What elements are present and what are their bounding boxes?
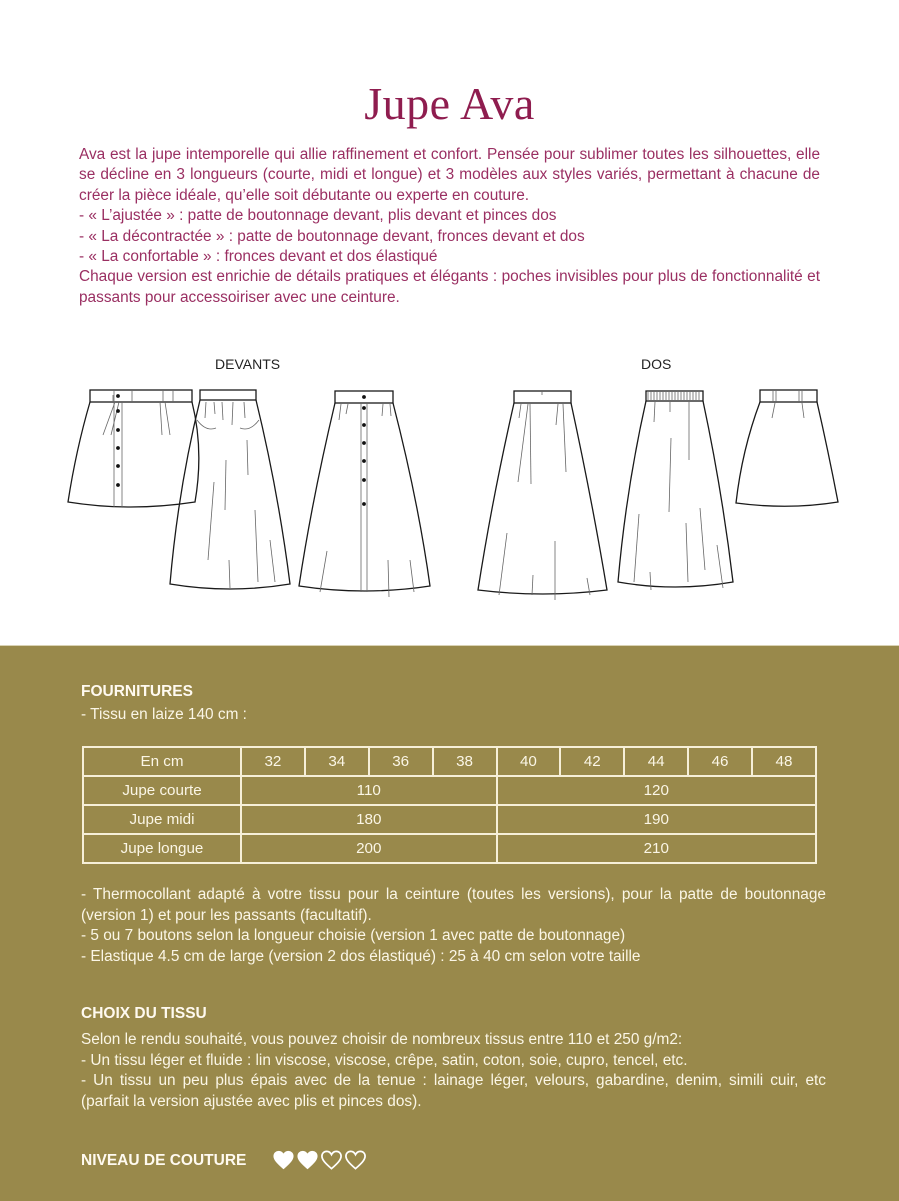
style-item: - « L’ajustée » : patte de boutonnage devant, plis devant et pinces dos bbox=[79, 207, 557, 225]
midi-skirt-front-drawing bbox=[170, 390, 290, 589]
short-skirt-front-drawing bbox=[68, 390, 199, 507]
quantity-cell-large-sizes: 210 bbox=[497, 834, 817, 863]
fabric-width-note: - Tissu en laize 140 cm : bbox=[81, 706, 247, 723]
supply-item: - 5 ou 7 boutons selon la longueur choisie (version 1 avec patte de boutonnage) bbox=[81, 927, 626, 944]
table-header-cell: En cm bbox=[83, 747, 241, 776]
table-header-row bbox=[83, 747, 816, 776]
quantity-cell-large-sizes: 120 bbox=[497, 776, 817, 805]
row-label: Jupe courte bbox=[83, 776, 241, 805]
fabric-quantity-table bbox=[82, 746, 817, 864]
supply-item: - Elastique 4.5 cm de large (version 2 dos élastiqué) : 25 à 40 cm selon votre taille bbox=[81, 947, 641, 965]
product-description bbox=[79, 145, 820, 308]
back-views-label: DOS bbox=[641, 356, 672, 372]
page-title: Jupe Ava bbox=[364, 78, 535, 129]
style-item: - « La décontractée » : patte de boutonnage devant, fronces devant et dos bbox=[79, 227, 585, 245]
quantity-cell-large-sizes: 190 bbox=[497, 805, 817, 834]
supply-item: - Thermocollant adapté à votre tissu pour la ceinture (toutes les versions), pour la patte de boutonnage (version 1) et pour les passants (facultatif). bbox=[81, 886, 826, 924]
description-paragraph: Ava est la jupe intemporelle qui allie raffinement et confort. Pensée pour sublimer toutes les silhouettes, elle se décline en 3 longueurs (courte, midi et longue) et 3 modèles aux styles variés, permettant à chacune de créer la pièce idéale, qu’elle soit débutante ou experte en couture. bbox=[79, 146, 820, 204]
table-row bbox=[83, 834, 816, 863]
description-paragraph: Chaque version est enrichie de détails pratiques et élégants : poches invisibles pour plus de fonctionnalité et passants pour accessoiriser avec une ceinture. bbox=[79, 268, 820, 306]
size-header-cell: 48 bbox=[752, 747, 816, 776]
size-header-cell: 36 bbox=[369, 747, 433, 776]
technical-drawings bbox=[0, 370, 899, 600]
long-skirt-back-drawing bbox=[478, 391, 607, 600]
quantity-cell-small-sizes: 200 bbox=[241, 834, 497, 863]
size-header-cell: 38 bbox=[433, 747, 497, 776]
midi-skirt-back-drawing bbox=[618, 391, 733, 590]
heart-outline-icon bbox=[344, 1149, 367, 1171]
size-header-cell: 40 bbox=[497, 747, 561, 776]
fabric-line: Selon le rendu souhaité, vous pouvez choisir de nombreux tissus entre 110 et 250 g/m2: bbox=[81, 1031, 683, 1048]
size-header-cell: 42 bbox=[560, 747, 624, 776]
fabric-choice-heading: CHOIX DU TISSU bbox=[81, 1005, 207, 1022]
size-header-cell: 46 bbox=[688, 747, 752, 776]
quantity-cell-small-sizes: 180 bbox=[241, 805, 497, 834]
size-header-cell: 44 bbox=[624, 747, 688, 776]
row-label: Jupe midi bbox=[83, 805, 241, 834]
long-skirt-front-drawing bbox=[299, 391, 430, 597]
fournitures-heading: FOURNITURES bbox=[81, 683, 193, 700]
front-views-label: DEVANTS bbox=[215, 356, 281, 372]
table-row bbox=[83, 776, 816, 805]
size-header-cell: 34 bbox=[305, 747, 369, 776]
size-header-cell: 32 bbox=[241, 747, 305, 776]
row-label: Jupe longue bbox=[83, 834, 241, 863]
fabric-choice-text bbox=[81, 1030, 826, 1112]
fabric-line: - Un tissu léger et fluide : lin viscose, viscose, crêpe, satin, coton, soie, cupro, tencel, etc. bbox=[81, 1051, 688, 1069]
difficulty-heading: NIVEAU DE COUTURE bbox=[81, 1152, 247, 1169]
heart-outline-icon bbox=[320, 1149, 343, 1171]
heart-filled-icon bbox=[296, 1149, 319, 1171]
short-skirt-back-drawing bbox=[736, 390, 838, 506]
heart-filled-icon bbox=[272, 1149, 295, 1171]
quantity-cell-small-sizes: 110 bbox=[241, 776, 497, 805]
supplies-list bbox=[81, 885, 826, 967]
table-row bbox=[83, 805, 816, 834]
supplies-panel bbox=[0, 645, 899, 1201]
fabric-line: - Un tissu un peu plus épais avec de la tenue : lainage léger, velours, gabardine, denim, simili cuir, etc (parfait la version ajustée avec plis et pinces dos). bbox=[81, 1072, 826, 1110]
difficulty-rating bbox=[272, 1149, 367, 1171]
style-item: - « La confortable » : fronces devant et dos élastiqué bbox=[79, 248, 438, 266]
